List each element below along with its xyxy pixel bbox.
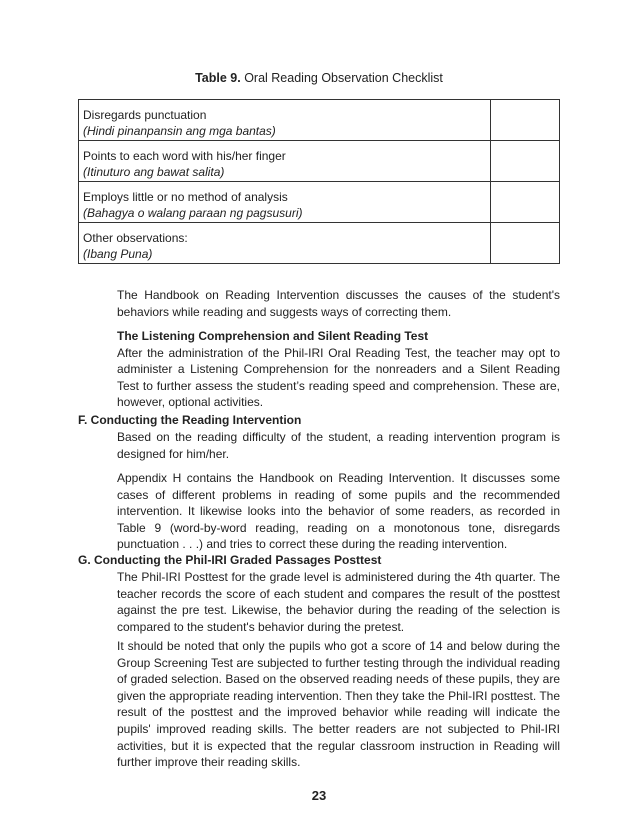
- listening-test-block: [117, 328, 560, 411]
- checklist-row: [79, 100, 560, 141]
- checklist-item-english: Employs little or no method of analysis: [83, 190, 288, 204]
- intro-paragraph: The Handbook on Reading Intervention discusses the causes of the student's behaviors while reading and suggests ways of correcting them.: [117, 288, 560, 319]
- checklist-check-cell[interactable]: [491, 223, 560, 264]
- section-g-paragraph: It should be noted that only the pupils who got a score of 14 and below during the Group Screening Test are subjected to further testing through the individual reading of graded selection. Based on the observed reading needs of these pupils, they are given the appropriate reading intervention. Then they take the Phil-IRI posttest. The result of the posttest and the improved behavior while reading will indicate the pupils' improved reading skills. The better readers are not subjected to Phil-IRI activities, but it is expected that the regular classroom instruction in Reading will further improve their reading skills.: [117, 639, 560, 770]
- checklist-item: [79, 141, 491, 182]
- checklist-item-filipino: (Bahagya o walang paraan ng pagsusuri): [83, 206, 303, 220]
- checklist-item-filipino: (Ibang Puna): [83, 247, 153, 261]
- checklist-row: [79, 223, 560, 264]
- page-number: 23: [311, 788, 327, 803]
- checklist-item: [79, 100, 491, 141]
- section-g-paragraph: The Phil-IRI Posttest for the grade level is administered during the 4th quarter. The teacher records the score of each student and compares the result of the posttest against the pre test. Likewise, the behavior during the reading of the selection is compared to the student's behavior during the pretest.: [117, 570, 560, 634]
- checklist-item-filipino: (Itinuturo ang bawat salita): [83, 165, 225, 179]
- section-f-paragraph: Appendix H contains the Handbook on Reading Intervention. It discusses some cases of different problems in reading of some pupils and the recommended intervention. It likewise looks into the behavior of some readers, as recorded in Table 9 (word-by-word reading, reading on a monotonous tone, disregards punctuation . . .) and tries to correct these during the reading intervention.: [117, 471, 560, 552]
- section-f-paragraph: Based on the reading difficulty of the student, a reading intervention program is designed for him/her.: [117, 430, 560, 461]
- section-g-heading: G. Conducting the Phil-IRI Graded Passages Posttest: [78, 553, 382, 567]
- listening-test-body: After the administration of the Phil-IRI Oral Reading Test, the teacher may opt to administer a Listening Comprehension for the nonreaders and a Silent Reading Test to further assess the student’s reading speed and comprehension. These are, however, optional activities.: [117, 345, 560, 410]
- checklist-item-english: Points to each word with his/her finger: [83, 149, 286, 163]
- table-caption: [0, 71, 638, 85]
- checklist-item-filipino: (Hindi pinanpansin ang mga bantas): [83, 124, 276, 138]
- listening-test-heading: The Listening Comprehension and Silent Reading Test: [117, 329, 429, 343]
- section-f-heading: F. Conducting the Reading Intervention: [78, 413, 302, 427]
- checklist-row: [79, 141, 560, 182]
- checklist-check-cell[interactable]: [491, 141, 560, 182]
- table-caption-title: Oral Reading Observation Checklist: [240, 71, 443, 85]
- checklist-item: [79, 182, 491, 223]
- table-caption-label: Table 9.: [195, 71, 241, 85]
- checklist-item-english: Disregards punctuation: [83, 108, 207, 122]
- checklist-row: [79, 182, 560, 223]
- checklist-item: [79, 223, 491, 264]
- checklist-check-cell[interactable]: [491, 182, 560, 223]
- checklist-check-cell[interactable]: [491, 100, 560, 141]
- observation-checklist-table: [78, 99, 560, 264]
- checklist-item-english: Other observations:: [83, 231, 188, 245]
